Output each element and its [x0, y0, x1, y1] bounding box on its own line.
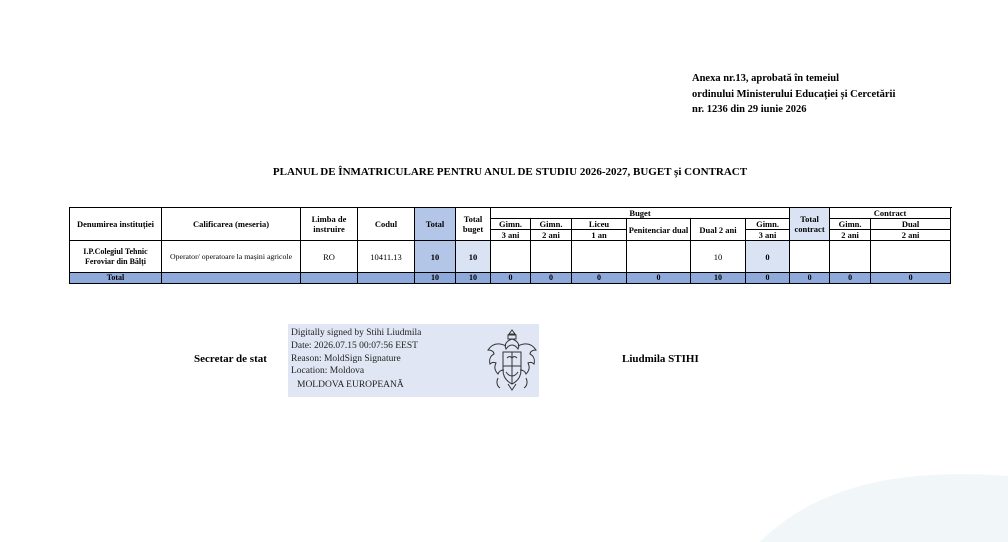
- total-total-budget: 10: [456, 273, 491, 284]
- header-contract-group: Contract: [830, 208, 951, 219]
- total-total: 10: [415, 273, 456, 284]
- header-contract-gimn-3: Gimn.: [746, 219, 790, 230]
- decorative-swoosh: [760, 462, 1008, 542]
- header-contract-gimn-2: Gimn.: [830, 219, 871, 230]
- total-budget-gimn-2: 0: [531, 273, 572, 284]
- annex-line-1: Anexa nr.13, aprobată în temeiul: [692, 73, 840, 84]
- cell-contract-gimn-2: [830, 241, 871, 273]
- annex-line-2: ordinului Ministerului Educației și Cercetării: [692, 88, 896, 100]
- total-total-contract: 0: [746, 273, 790, 284]
- annex-line-3: nr. 1236 din 29 iunie 2026: [692, 104, 807, 115]
- header-contract-dual: Dual: [871, 219, 951, 230]
- cell-total-budget: 10: [456, 241, 491, 273]
- header-qualification: Calificarea (meseria): [162, 208, 301, 241]
- signature-details: [291, 327, 421, 392]
- cell-total: 10: [415, 241, 456, 273]
- cell-budget-liceu: [572, 241, 627, 273]
- signature-reason: Reason: MoldSign Signature: [291, 353, 401, 364]
- cell-code: 10411.13: [358, 241, 415, 273]
- cell-budget-gimn-2: [531, 241, 572, 273]
- header-budget-liceu-years: 1 an: [572, 230, 627, 241]
- cell-language: RO: [301, 241, 358, 273]
- total-budget-liceu: 0: [572, 273, 627, 284]
- document-title: PLANUL DE ÎNMATRICULARE PENTRU ANUL DE STUDIU 2026-2027, BUGET și CONTRACT: [272, 166, 748, 178]
- signature-date: Date: 2026.07.15 00:07:56 EEST: [291, 340, 418, 351]
- signer-name: Liudmila STIHI: [622, 353, 699, 365]
- header-language: Limba de instruire: [301, 208, 358, 241]
- cell-total-contract: 0: [746, 241, 790, 273]
- cell-budget-dual: 10: [691, 241, 746, 273]
- header-total: Total: [415, 208, 456, 241]
- role-label: Secretar de stat: [194, 353, 267, 365]
- header-budget-group: Buget: [491, 208, 790, 219]
- enrollment-plan-table: [69, 207, 951, 284]
- coat-of-arms-icon: [484, 326, 540, 396]
- header-budget-gimn-2: Gimn.: [531, 219, 572, 230]
- total-contract-dual: 0: [871, 273, 951, 284]
- header-budget-dual: Dual 2 ani: [691, 219, 746, 241]
- header-contract-gimn-2-years: 2 ani: [830, 230, 871, 241]
- total-empty-qualification: [162, 273, 301, 284]
- header-total-contract: Total contract: [790, 208, 830, 241]
- total-budget-gimn-3: 0: [491, 273, 531, 284]
- cell-contract-gimn-3: [790, 241, 830, 273]
- totals-row: [70, 273, 951, 284]
- total-contract-gimn-3: 0: [790, 273, 830, 284]
- cell-institution: I.P.Colegiul Tehnic Feroviar din Bălți: [70, 241, 162, 273]
- signature-signed-by: Digitally signed by Stihi Liudmila: [291, 328, 422, 338]
- table-row: [70, 241, 951, 273]
- total-budget-penitenciar: 0: [627, 273, 691, 284]
- total-contract-gimn-2: 0: [830, 273, 871, 284]
- digital-signature-box: [288, 324, 539, 397]
- cell-qualification: Operator/ operatoare la mașini agricole: [162, 241, 301, 273]
- annex-note: [692, 71, 895, 118]
- header-total-budget: Total buget: [456, 208, 491, 241]
- total-empty-code: [358, 273, 415, 284]
- header-budget-gimn-2-years: 2 ani: [531, 230, 572, 241]
- header-budget-gimn-3: Gimn.: [491, 219, 531, 230]
- header-code: Codul: [358, 208, 415, 241]
- signature-location: Location: Moldova: [291, 366, 365, 377]
- header-contract-dual-years: 2 ani: [871, 230, 951, 241]
- header-contract-gimn-3-years: 3 ani: [746, 230, 790, 241]
- total-label: Total: [70, 273, 162, 284]
- cell-contract-dual: [871, 241, 951, 273]
- header-budget-liceu: Liceu: [572, 219, 627, 230]
- total-budget-dual: 10: [691, 273, 746, 284]
- signature-motto: MOLDOVA EUROPEANĂ: [297, 380, 404, 391]
- header-budget-gimn-3-years: 3 ani: [491, 230, 531, 241]
- header-institution: Denumirea instituției: [70, 208, 162, 241]
- cell-budget-penitenciar: [627, 241, 691, 273]
- header-budget-penitenciar: Penitenciar dual: [627, 219, 691, 241]
- total-empty-language: [301, 273, 358, 284]
- cell-budget-gimn-3: [491, 241, 531, 273]
